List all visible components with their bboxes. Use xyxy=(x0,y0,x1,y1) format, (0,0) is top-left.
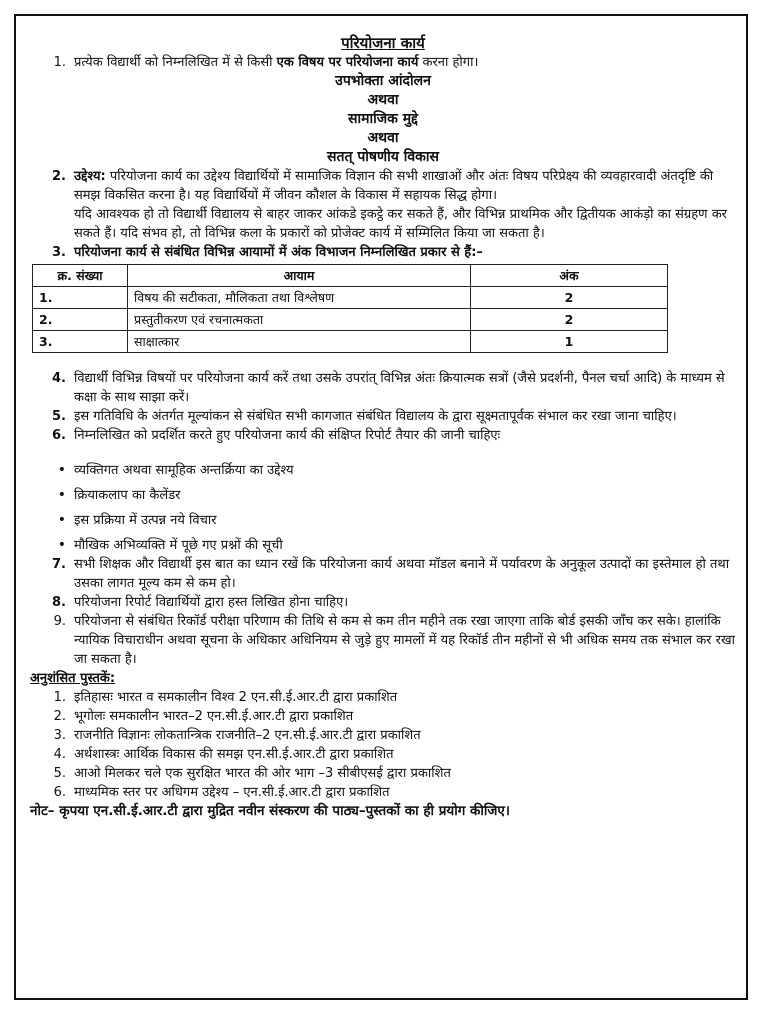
book-text: आओ मिलकर चले एक सुरक्षित भारत की ओर भाग –3 सीबीएसई द्वारा प्रकाशित xyxy=(74,766,451,781)
item-number: 4. xyxy=(53,747,66,762)
books-heading: अनुशंसित पुस्तकें: xyxy=(30,671,116,686)
book-item xyxy=(30,745,736,764)
item-number: 2. xyxy=(52,169,66,184)
book-text: माध्यमिक स्तर पर अधिगम उद्देश्य – एन.सी.ई.आर.टी द्वारा प्रकाशित xyxy=(74,785,390,800)
page-border xyxy=(14,14,748,1000)
item-number: 4. xyxy=(52,371,66,386)
item-text: परियोजना से संबंधित रिकॉर्ड परीक्षा परिणाम की तिथि से कम से कम तीन महीने तक रखा जाएगा ताकि बोर्ड इसकी जाँच कर सके। हालांकि न्यायिक विचाराधीन अथवा सूचना के अधिकार अधिनियम से जुड़े हुए मामलों में यह रिकॉर्ड तीन महीनों से भी अधिक समय तक संभाल कर रखा जा सकता है। xyxy=(74,614,735,667)
list-item-text: व्यक्तिगत अथवा सामूहिक अन्तर्क्रिया का उद्देश्य xyxy=(74,463,294,478)
item-number: 7. xyxy=(52,557,66,572)
list-item xyxy=(30,486,736,505)
item-3 xyxy=(30,243,736,262)
item-9 xyxy=(30,612,736,669)
item-number: 2. xyxy=(53,709,66,724)
item-text: परियोजना कार्य से संबंधित विभिन्न आयामों में अंक विभाजन निम्नलिखित प्रकार से हैं:– xyxy=(74,245,483,260)
table-cell-dimension: विषय की सटीकता, मौलिकता तथा विश्लेषण xyxy=(128,287,471,309)
item-4 xyxy=(30,369,736,407)
table-cell-sn: 2. xyxy=(33,309,128,331)
table-cell-sn: 1. xyxy=(33,287,128,309)
bullet-icon: • xyxy=(57,537,66,553)
item-paragraph: यदि आवश्यक हो तो विद्यार्थी विद्यालय से बाहर जाकर आंकडे इकट्ठे कर सकते हैं, और विभिन्न प्राथमिक और द्वितीयक आकंड़ो का संग्रहण कर सकते हैं। यदि संभव हो, तो विभिन्न कला के प्रकारों को प्रोजेक्ट कार्य में सम्मिलित किया जा सकता है। xyxy=(74,207,727,241)
table-cell-sn: 3. xyxy=(33,331,128,353)
table-header: अंक xyxy=(471,265,668,287)
item-number: 9. xyxy=(53,614,66,629)
item-number: 5. xyxy=(52,409,66,424)
table-header-row xyxy=(33,265,668,287)
objective-label: उद्देश्य: xyxy=(74,169,106,184)
list-item xyxy=(30,536,736,555)
item-8 xyxy=(30,593,736,612)
item-text: इस गतिविधि के अंतर्गत मूल्यांकन से संबंधित सभी कागजात संबंधित विद्यालय के द्वारा सूक्ष्मतापूर्वक संभाल कर रखा जाना चाहिए। xyxy=(74,409,677,424)
list-item-text: मौखिक अभिव्यक्ति में पूछे गए प्रश्नों की सूची xyxy=(74,538,283,553)
item-number: 1. xyxy=(53,690,66,705)
topic: सतत् पोषणीय विकास xyxy=(327,149,439,165)
marks-table xyxy=(32,264,668,353)
item-6 xyxy=(30,426,736,445)
book-text: इतिहासः भारत व समकालीन विश्व 2 एन.सी.ई.आर.टी द्वारा प्रकाशित xyxy=(74,690,398,705)
item-number: 6. xyxy=(53,785,66,800)
book-text: अर्थशास्त्रः आर्थिक विकास की समझ एन.सी.ई.आर.टी द्वारा प्रकाशित xyxy=(74,747,394,762)
table-cell-marks: 1 xyxy=(471,331,668,353)
item-5 xyxy=(30,407,736,426)
item-number: 6. xyxy=(52,428,66,443)
table-row xyxy=(33,331,668,353)
item-text-bold: एक विषय पर परियोजना कार्य xyxy=(276,55,419,70)
list-item xyxy=(30,511,736,530)
item-text: विद्यार्थी विभिन्न विषयों पर परियोजना कार्य करें तथा उसके उपरांत् विभिन्न अंतः क्रियात्मक सत्रों (जैसे प्रदर्शनी, पैनल चर्चा आदि) के माध्यम से कक्षा के साथ साझा करें। xyxy=(74,371,725,405)
item-1 xyxy=(30,53,736,72)
item-number: 8. xyxy=(52,595,66,610)
book-item xyxy=(30,707,736,726)
table-header: क्र. संख्या xyxy=(33,265,128,287)
item-2 xyxy=(30,167,736,243)
topic-or: अथवा xyxy=(367,92,399,108)
topic: सामाजिक मुद्दे xyxy=(348,111,418,127)
book-item xyxy=(30,783,736,802)
list-item-text: क्रियाकलाप का कैलेंडर xyxy=(74,488,181,503)
list-item xyxy=(30,461,736,480)
footer-note: नोट– कृपया एन.सी.ई.आर.टी द्वारा मुद्रित नवीन संस्करण की पाठ्य–पुस्तकों का ही प्रयोग कीजिए। xyxy=(30,803,510,819)
item-text: प्रत्येक विद्यार्थी को निम्नलिखित में से किसी xyxy=(74,55,277,70)
book-item xyxy=(30,764,736,783)
book-text: राजनीति विज्ञानः लोकतान्त्रिक राजनीति–2 एन.सी.ई.आर.टी द्वारा प्रकाशित xyxy=(74,728,421,743)
item-number: 3. xyxy=(52,245,66,260)
topic: उपभोक्ता आंदोलन xyxy=(335,73,431,89)
topic-or: अथवा xyxy=(367,130,399,146)
table-cell-dimension: साक्षात्कार xyxy=(128,331,471,353)
item-text: निम्नलिखित को प्रदर्शित करते हुए परियोजना कार्य की संक्षिप्त रिपोर्ट तैयार की जानी चाहिएः xyxy=(74,428,501,443)
table-cell-marks: 2 xyxy=(471,309,668,331)
item-number: 5. xyxy=(53,766,66,781)
table-cell-marks: 2 xyxy=(471,287,668,309)
bullet-icon: • xyxy=(57,462,66,478)
item-number: 1. xyxy=(53,55,66,70)
table-row xyxy=(33,309,668,331)
document-content xyxy=(30,34,736,821)
page-title: परियोजना कार्य xyxy=(341,34,425,52)
item-text: सभी शिक्षक और विद्यार्थी इस बात का ध्यान रखें कि परियोजना कार्य अथवा मॉडल बनाने में पर्यावरण के अनुकूल उत्पादों का इस्तेमाल हो तथा उसका लागत मूल्य कम से कम हो। xyxy=(74,557,730,591)
item-number: 3. xyxy=(53,728,66,743)
item-text: करना होगा। xyxy=(418,55,479,70)
item-7 xyxy=(30,555,736,593)
item-text: परियोजना रिपोर्ट विद्यार्थियों द्वारा हस्त लिखित होना चाहिए। xyxy=(74,595,349,610)
table-row xyxy=(33,287,668,309)
book-text: भूगोलः समकालीन भारत–2 एन.सी.ई.आर.टी द्वारा प्रकाशित xyxy=(74,709,354,724)
book-item xyxy=(30,726,736,745)
book-item xyxy=(30,688,736,707)
bullet-icon: • xyxy=(57,487,66,503)
bullet-icon: • xyxy=(57,512,66,528)
table-cell-dimension: प्रस्तुतीकरण एवं रचनात्मकता xyxy=(128,309,471,331)
list-item-text: इस प्रक्रिया में उत्पन्न नये विचार xyxy=(74,513,217,528)
item-text: परियोजना कार्य का उद्देश्य विद्यार्थियों में सामाजिक विज्ञान की सभी शाखाओं और अंतः विषय परिप्रेक्ष्य की व्यवहारवादी अंतदृष्टि की समझ विकसित करना है। यह विद्यार्थियों में जीवन कौशल के विकास में सहायक सिद्ध होगा। xyxy=(74,169,714,203)
table-header: आयाम xyxy=(128,265,471,287)
